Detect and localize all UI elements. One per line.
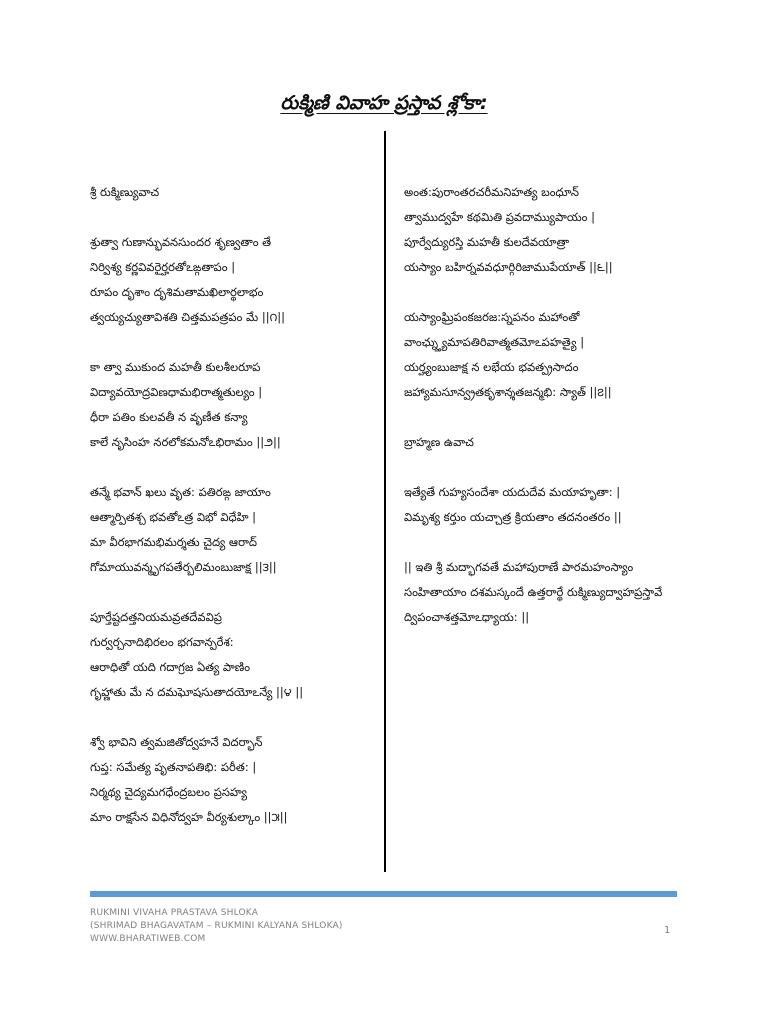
verse-line: త్వాముద్వహే కథమితి ప్రవదామ్యుపాయం | xyxy=(404,210,596,224)
verse-line: కా త్వా ముకుంద మహతీ కులశీలరూప xyxy=(90,360,261,374)
footer-website: WWW.BHARATIWEB.COM xyxy=(90,934,206,944)
stanza-gap xyxy=(404,530,694,555)
footer-doc-subtitle: (SHRIMAD BHAGAVATAM – RUKMINI KALYANA SHLOKA) xyxy=(90,921,343,931)
verse-line: గుప్త: సమేత్య పృతనాపతిభి: పరీత: | xyxy=(90,760,257,774)
verse-line: ఇత్యేతే గుహ్యసందేశా యదుదేవ మయాహృతా: | xyxy=(404,485,621,499)
right-column xyxy=(404,180,694,630)
verse-line: బ్రాహ్మణ ఉవాచ xyxy=(404,435,474,449)
stanza-gap xyxy=(404,280,694,305)
stanza-gap xyxy=(90,580,380,605)
stanza-gap xyxy=(90,705,380,730)
verse-line: శ్వో భావిని త్వమజితోద్వహనే విదర్భాన్ xyxy=(90,735,263,749)
verse-line: త్వయ్యచ్యుతావిశతి చిత్తమపత్రపం మే ||౧|| xyxy=(90,310,285,324)
verse-line: విమృశ్య కర్తుం యచ్చాత్ర క్రియతాం తదనంతరం || xyxy=(404,510,622,524)
verse-line: శ్రుత్వా గుణాన్భువనసుందర శృణ్వతాం తే xyxy=(90,235,272,249)
verse-line: పూర్తేష్టదత్తనియమవ్రతదేవవిప్ర xyxy=(90,610,222,624)
verse-line: యర్హ్యంబుజాక్ష న లభేయ భవత్ప్రసాదం xyxy=(404,360,579,374)
verse-line: సంహితాయాం దశమస్కందే ఉత్తరార్థే రుక్మిణ్యుద్వాహప్రస్తావే xyxy=(404,585,663,599)
verse-line: ఆరాధితో యది గదాగ్రజ ఏత్య పాణిం xyxy=(90,660,251,674)
verse-line: ధీరా పతిం కులవతీ న వృణీత కన్యా xyxy=(90,410,248,424)
verse-line: గుర్వర్చనాదిభిరలం భగవాన్పరేశ: xyxy=(90,635,234,649)
verse-line: మా వీరభాగమభిమర్శతు చైద్య ఆరాద్ xyxy=(90,535,257,549)
footer-doc-title: RUKMINI VIVAHA PRASTAVA SHLOKA xyxy=(90,908,259,918)
stanza-gap xyxy=(90,330,380,355)
page-title: రుక్మిణి వివాహ ప్రస్తావ శ్లోకా: xyxy=(280,92,488,114)
verse-line: యస్యాంఘ్రిపంకజరజ:స్నపనం మహాంతో xyxy=(404,310,580,324)
left-column xyxy=(90,180,380,830)
verse-line: జహ్యామసూన్వ్రతకృశాన్శతజన్మభి: స్యాత్ ||౭|| xyxy=(404,385,612,399)
verse-line: నిర్మథ్య చైద్యమగధేంద్రబలం ప్రసహ్య xyxy=(90,785,248,799)
verse-line: రూపం దృశాం దృశిమతామఖిలార్థలాభం xyxy=(90,285,264,299)
verse-line: పూర్వేద్యురస్తి మహతీ కులదేవయాత్రా xyxy=(404,235,570,249)
verse-line: అంత:పురాంతరచరీమనిహత్య బంధూన్ xyxy=(404,185,579,199)
stanza-gap xyxy=(404,405,694,430)
verse-line: యస్యాం బహిర్నవవధూర్గిరిజాముపేయాత్ ||౬|| xyxy=(404,260,613,274)
verse-line: వాంఛ్న్త్యుమాపతిరివాత్మతమోఽపహత్యై | xyxy=(404,335,585,349)
verse-line: తన్మే భవాన్ ఖలు వృత: పతిరఙ్గ జాయాం xyxy=(90,485,271,499)
stanza-gap xyxy=(90,455,380,480)
page-number: 1 xyxy=(664,925,671,936)
verse-line: మాం రాక్షసేన విధినోద్వహ వీర్యశుల్కాం ||౫|| xyxy=(90,810,288,824)
verse-line: విద్యావయోద్రవిణధామభిరాత్మతుల్యం | xyxy=(90,385,263,399)
verse-line: గృహ్ణాతు మే న దమఘోషసుతాదయోఽన్యే ||౪ || xyxy=(90,685,304,699)
verse-line: శ్రీ రుక్మిణ్యువాచ xyxy=(90,185,160,199)
verse-line: నిర్విశ్య కర్ణవివరైర్హరతోఽఙ్గతాపం | xyxy=(90,260,236,274)
verse-line: || ఇతి శ్రీ మద్భాగవతే మహాపురాణే పారమహంస్యాం xyxy=(404,560,634,574)
stanza-gap xyxy=(90,205,380,230)
stanza-gap xyxy=(404,455,694,480)
verse-line: ఆత్మార్పితశ్చ భవతోఽత్ర విభో విధేహి | xyxy=(90,510,257,524)
verse-line: కాలే నృసింహ నరలోకమనోఽభిరామం ||౨|| xyxy=(90,435,281,449)
verse-line: ద్విపంచాశత్తమోఽధ్యాయ: || xyxy=(404,610,530,624)
verse-line: గోమాయువన్మృగపతేర్బలిమంబుజాక్ష ||౩|| xyxy=(90,560,277,574)
footer-text xyxy=(90,907,343,946)
footer-bar xyxy=(90,891,677,897)
column-divider xyxy=(384,131,386,872)
